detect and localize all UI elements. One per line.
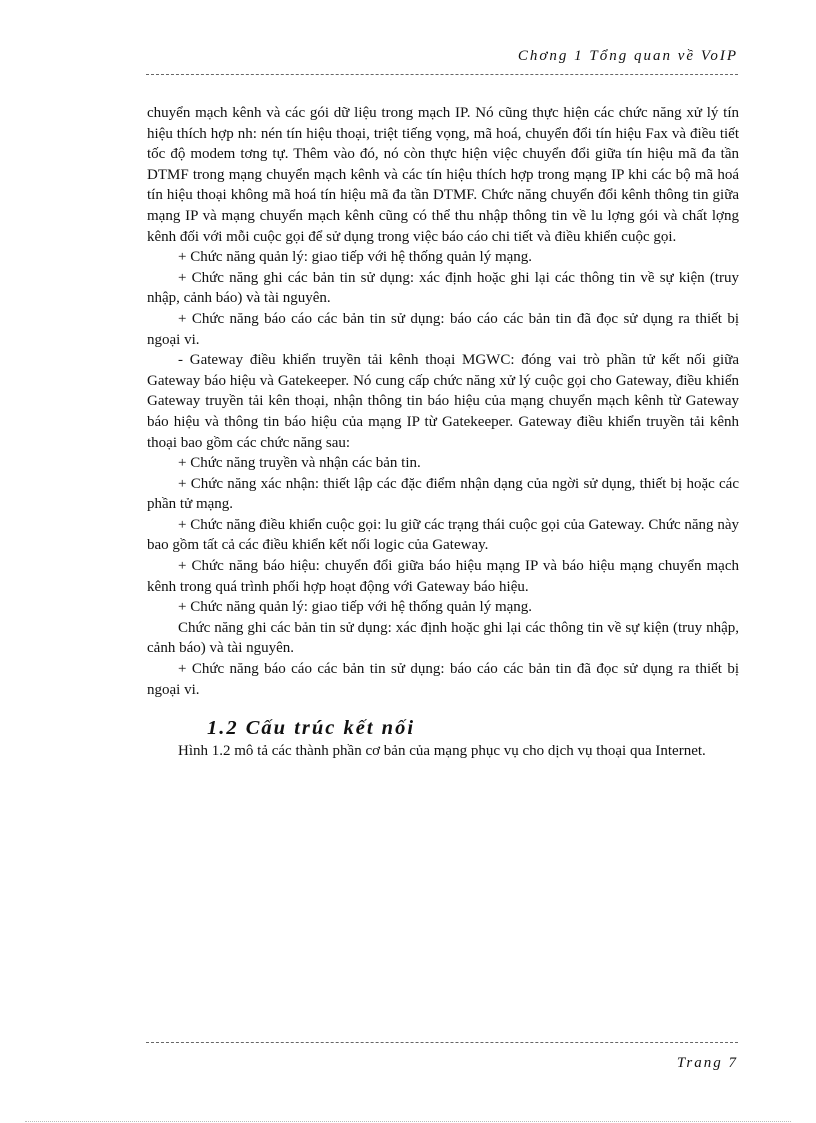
footer-divider [146, 1042, 738, 1043]
body-content [147, 103, 739, 762]
bullet-paragraph: + Chức năng ghi các bản tin sử dụng: xác định hoặc ghi lại các thông tin về sự kiện (truy nhập, cảnh báo) và tài nguyên. [147, 269, 739, 307]
bullet-paragraph: + Chức năng điều khiển cuộc gọi: lu giữ các trạng thái cuộc gọi của Gateway. Chức năng này bao gồm tất cả các điều khiển kết nối logic của Gateway. [147, 516, 739, 554]
bullet-paragraph: Chức năng ghi các bản tin sử dụng: xác định hoặc ghi lại các thông tin về sự kiện (truy nhập, cảnh báo) và tài nguyên. [147, 619, 739, 657]
bullet-paragraph: + Chức năng xác nhận: thiết lập các đặc điểm nhận dạng của ngời sử dụng, thiết bị hoặc các phần tử mạng. [147, 475, 739, 513]
page-border [25, 1121, 791, 1122]
bullet-paragraph: + Chức năng truyền và nhận các bản tin. [178, 455, 421, 472]
bullet-paragraph: + Chức năng báo cáo các bản tin sử dụng: báo cáo các bản tin đã đọc sử dụng ra thiết bị ngoại vi. [147, 661, 739, 698]
bullet-paragraph: + Chức năng báo hiệu: chuyển đổi giữa báo hiệu mạng IP và báo hiệu mạng chuyển mạch kênh trong quá trình phối hợp hoạt động với Gateway báo hiệu. [147, 558, 739, 595]
section-body: Hình 1.2 mô tả các thành phần cơ bản của mạng phục vụ cho dịch vụ thoại qua Internet. [178, 743, 706, 760]
dash-paragraph: - Gateway điều khiển truyền tải kênh thoại MGWC: đóng vai trò phần tử kết nối giữa Gateway báo hiệu và Gatekeeper. Nó cung cấp chức năng xử lý cuộc gọi cho Gateway, điều khiển Gateway truyền tải kên thoại, nhận thông tin báo hiệu của mạng chuyển mạch kênh từ Gateway báo hiệu và thông tin báo hiệu của mạng IP từ Gatekeeper. Gateway điều khiển truyền tải kênh thoại bao gồm các chức năng sau: [147, 352, 739, 451]
bullet-paragraph: + Chức năng báo cáo các bản tin sử dụng: báo cáo các bản tin đã đọc sử dụng ra thiết bị ngoại vi. [147, 310, 739, 348]
section-heading: 1.2 Cấu trúc kết nối [207, 717, 416, 740]
bullet-paragraph: + Chức năng quản lý: giao tiếp với hệ thống quản lý mạng. [178, 249, 533, 266]
bullet-paragraph: + Chức năng quản lý: giao tiếp với hệ thống quản lý mạng. [178, 599, 533, 616]
running-header: Chơng 1 Tổng quan về VoIP [517, 48, 738, 64]
paragraph: chuyển mạch kênh và các gói dữ liệu trong mạch IP. Nó cũng thực hiện các chức năng xử lý tín hiệu thích hợp nh: nén tín hiệu thoại, triệt tiếng vọng, mã hoá, chuyển đổi tín hiệu Fax và điều tiết tốc độ modem tơng tự. Thêm vào đó, nó còn thực hiện việc chuyển đổi giữa tín hiệu mã đa tần DTMF trong mạng chuyển mạch kênh và các tín hiệu thích hợp trong mạng IP khi các bộ mã hoá tín hiệu thoại không mã hoá tín hiệu mã đa tần DTMF. Chức năng chuyển đổi kênh thông tin giữa mạng IP và mạng chuyển mạch kênh cũng có thể thu nhập thông tin về lu lợng gói và chất lợng kênh đối với mỗi cuộc gọi để sử dụng trong việc báo cáo chi tiết và điều khiển cuộc gọi. [147, 105, 739, 245]
page-number: Trang 7 [676, 1055, 738, 1071]
header-divider [146, 74, 738, 75]
